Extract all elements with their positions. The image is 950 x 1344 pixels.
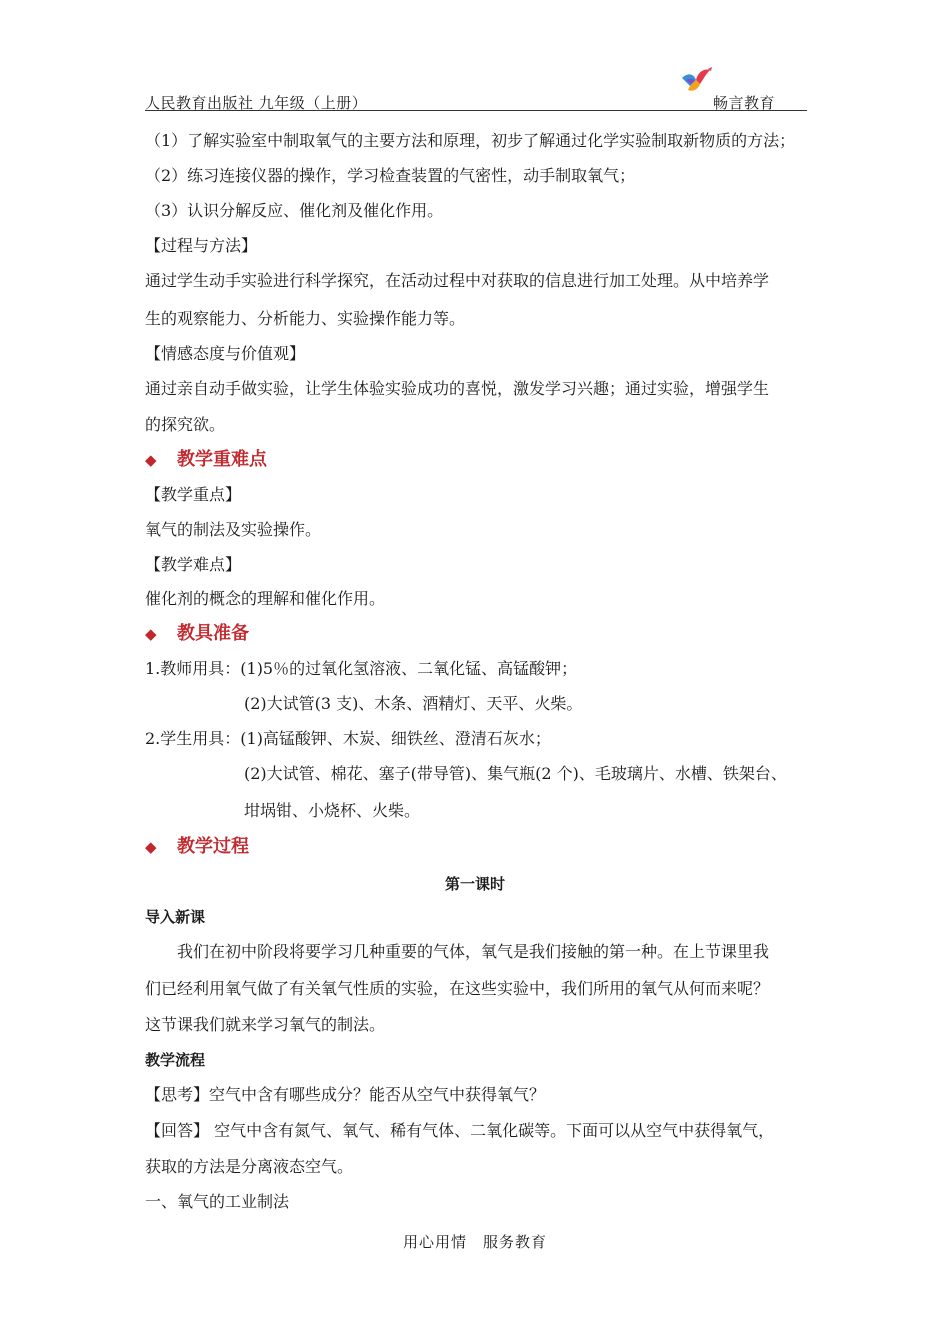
- student-materials-cont: 坩埚钳、小烧杯、火柴。: [244, 801, 421, 820]
- section-key-point: 【教学重点】: [145, 485, 242, 504]
- lesson-title: 第一课时: [444, 875, 505, 893]
- diamond-bullet-icon: ◆: [145, 625, 157, 643]
- section-difficult-point: 【教学难点】: [145, 555, 242, 574]
- subheading-intro: 导入新课: [145, 908, 206, 926]
- teacher-materials-cont: (2)大试管(3 支)、木条、酒精灯、天平、火柴。: [244, 694, 583, 713]
- header-divider: [145, 110, 807, 111]
- paragraph-line: 获取的方法是分离液态空气。: [145, 1157, 354, 1176]
- paragraph-line: 们已经利用氧气做了有关氧气性质的实验，在这些实验中，我们所用的氧气从何而来呢？: [145, 979, 770, 998]
- paragraph-line: 我们在初中阶段将要学习几种重要的气体，氧气是我们接触的第一种。在上节课里我: [177, 942, 770, 961]
- paragraph-line: 通过亲自动手做实验，让学生体验实验成功的喜悦，激发学习兴趣；通过实验，增强学生: [145, 379, 770, 398]
- teacher-materials: 1.教师用具：(1)5％的过氧化氢溶液、二氧化锰、高锰酸钾；: [145, 659, 578, 678]
- logo-bird-icon: [678, 66, 714, 94]
- section-industrial-method: 一、氧气的工业制法: [145, 1192, 290, 1211]
- paragraph-line: 催化剂的概念的理解和催化作用。: [145, 589, 386, 608]
- footer-slogan: [0, 1231, 950, 1252]
- heading-text: 教学过程: [177, 836, 249, 857]
- footer-right: 服务教育: [483, 1233, 548, 1251]
- heading-key-points: [145, 449, 267, 471]
- answer-line: [145, 1121, 774, 1141]
- student-materials: 2.学生用具：(1)高锰酸钾、木炭、细铁丝、澄清石灰水；: [145, 729, 551, 748]
- heading-text: 教学重难点: [177, 449, 267, 470]
- diamond-bullet-icon: ◆: [145, 838, 157, 856]
- objective-1: （1）了解实验室中制取氧气的主要方法和原理，初步了解通过化学实验制取新物质的方法；: [145, 131, 796, 150]
- think-label: 【思考】: [145, 1085, 210, 1104]
- paragraph-line: 这节课我们就来学习氧气的制法。: [145, 1015, 386, 1034]
- heading-teaching-process: [145, 836, 249, 858]
- footer-left: 用心用情: [402, 1233, 467, 1251]
- think-text: 空气中含有哪些成分？能否从空气中获得氧气？: [209, 1085, 546, 1104]
- diamond-bullet-icon: ◆: [145, 451, 157, 469]
- header-brand: 畅言教育: [713, 94, 776, 112]
- student-materials-cont: (2)大试管、棉花、塞子(带导管)、集气瓶(2 个)、毛玻璃片、水槽、铁架台、: [244, 764, 787, 783]
- objective-3: （3）认识分解反应、催化剂及催化作用。: [145, 201, 444, 220]
- paragraph-line: 通过学生动手实验进行科学探究，在活动过程中对获取的信息进行加工处理。从中培养学: [145, 271, 770, 290]
- section-emotion-values: 【情感态度与价值观】: [145, 344, 306, 363]
- paragraph-line: 生的观察能力、分析能力、实验操作能力等。: [145, 309, 466, 328]
- header-publisher: 人民教育出版社 九年级（上册）: [145, 94, 368, 112]
- paragraph-line: 氧气的制法及实验操作。: [145, 520, 322, 539]
- objective-2: （2）练习连接仪器的操作，学习检查装置的气密性，动手制取氧气；: [145, 166, 636, 185]
- subheading-flow: 教学流程: [145, 1051, 206, 1069]
- think-line: [145, 1085, 545, 1105]
- heading-text: 教具准备: [177, 623, 249, 644]
- answer-label: 【回答】: [145, 1121, 210, 1140]
- paragraph-line: 的探究欲。: [145, 415, 226, 434]
- answer-text: 空气中含有氮气、氧气、稀有气体、二氧化碳等。下面可以从空气中获得氧气，: [209, 1121, 775, 1140]
- heading-materials: [145, 623, 249, 645]
- section-process-method: 【过程与方法】: [145, 236, 258, 255]
